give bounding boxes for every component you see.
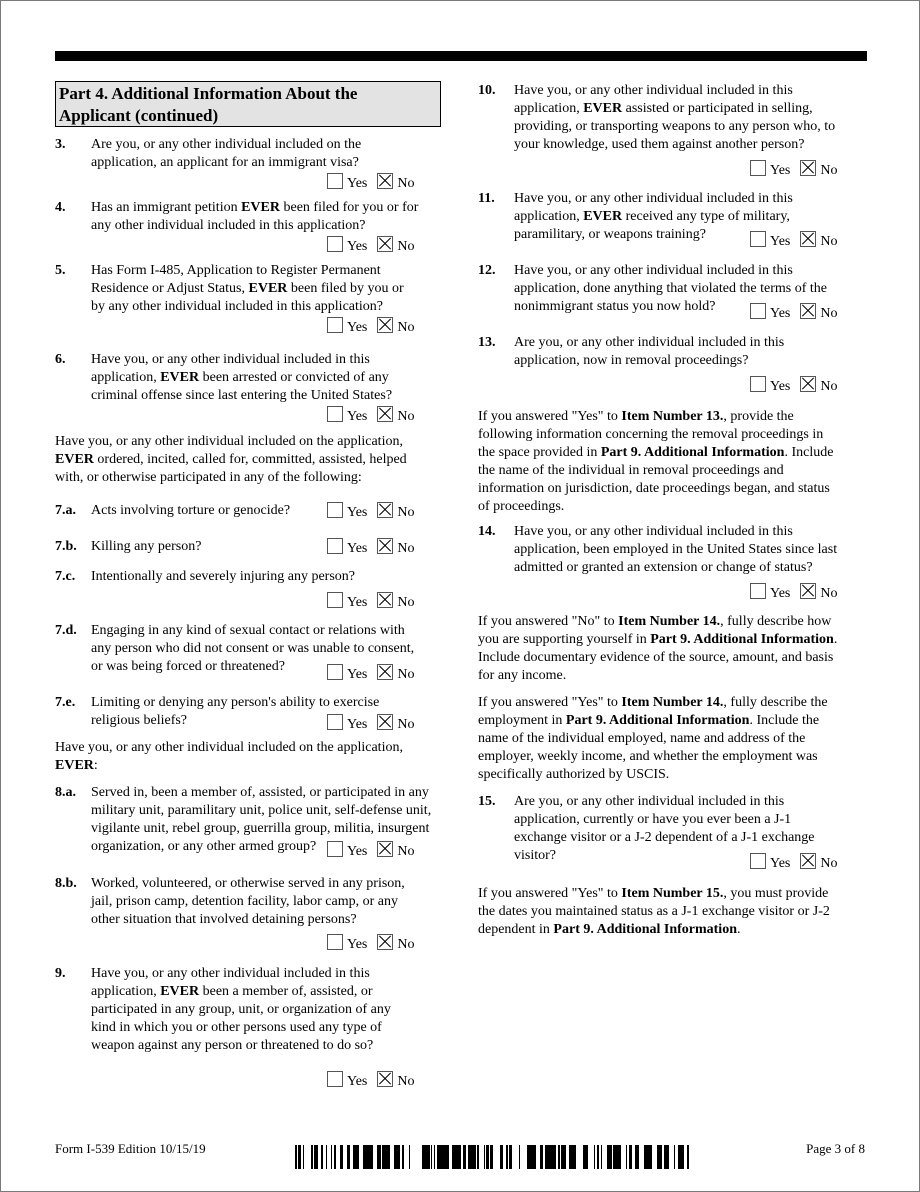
instructions-item-15: If you answered "Yes" to Item Number 15., you must provide the dates you maintained status as a J-1 exchange visitor or J-2 dependent in Part 9. Additional Information.	[478, 886, 830, 937]
no-label: No	[397, 320, 415, 335]
yes-label: Yes	[347, 239, 368, 254]
yes-no-options	[327, 173, 415, 193]
no-label: No	[820, 856, 838, 871]
question-number: 7.e.	[55, 695, 76, 710]
yes-label: Yes	[347, 409, 368, 424]
no-checkbox[interactable]	[377, 538, 393, 554]
yes-label: Yes	[770, 586, 791, 601]
top-rule	[55, 51, 867, 61]
yes-checkbox[interactable]	[327, 236, 343, 252]
question-number: 6.	[55, 352, 66, 367]
yes-checkbox[interactable]	[327, 664, 343, 680]
question-text: Engaging in any kind of sexual contact or relations with any person who did not consent or was unable to consent, or was being forced or threatened?	[91, 623, 415, 674]
question-text: Have you, or any other individual included in this application, EVER received any type of military, paramilitary, or weapons training?	[514, 191, 793, 242]
no-checkbox[interactable]	[800, 583, 816, 599]
yes-checkbox[interactable]	[327, 173, 343, 189]
yes-checkbox[interactable]	[327, 934, 343, 950]
yes-no-options	[327, 714, 415, 734]
question-text: Have you, or any other individual included in this application, done anything that violated the terms of the nonimmigrant status you now hold?	[514, 263, 827, 314]
yes-no-options	[327, 406, 415, 426]
question-number: 7.d.	[55, 623, 77, 638]
no-checkbox[interactable]	[800, 376, 816, 392]
question-number: 13.	[478, 335, 496, 350]
question-text: Have you, or any other individual included in this application, EVER been a member of, assisted, or participated in any group, unit, or organization of any kind in which you or other persons used any type of weapon against any person or threatened to do so?	[91, 966, 391, 1053]
no-label: No	[820, 234, 838, 249]
no-label: No	[397, 239, 415, 254]
no-checkbox[interactable]	[377, 841, 393, 857]
yes-checkbox[interactable]	[327, 841, 343, 857]
yes-no-options	[750, 853, 838, 873]
question-text: Limiting or denying any person's ability to exercise religious beliefs?	[91, 695, 380, 728]
yes-no-options	[327, 317, 415, 337]
yes-no-options	[327, 236, 415, 256]
no-checkbox[interactable]	[800, 853, 816, 869]
yes-label: Yes	[347, 844, 368, 859]
question-number: 9.	[55, 966, 66, 981]
question-text: Worked, volunteered, or otherwise served in any prison, jail, prison camp, detention facility, labor camp, or any other situation that involved detaining persons?	[91, 876, 405, 927]
no-label: No	[397, 409, 415, 424]
question-number: 7.c.	[55, 569, 76, 584]
yes-label: Yes	[770, 856, 791, 871]
yes-no-options	[750, 160, 838, 180]
intro-question-7: Have you, or any other individual included on the application, EVER ordered, incited, called for, committed, assisted, helped with, or otherwise participated in any of the following:	[55, 434, 407, 485]
yes-label: Yes	[347, 1074, 368, 1089]
yes-no-options	[327, 538, 415, 558]
yes-checkbox[interactable]	[750, 583, 766, 599]
page-number: Page 3 of 8	[806, 1141, 865, 1156]
yes-label: Yes	[347, 541, 368, 556]
yes-label: Yes	[770, 306, 791, 321]
no-label: No	[820, 586, 838, 601]
question-text: Served in, been a member of, assisted, or participated in any military unit, paramilitary unit, police unit, self-defense unit, vigilante unit, rebel group, guerrilla group, militia, insurgent organization, or any other armed group?	[91, 785, 432, 854]
no-checkbox[interactable]	[377, 1071, 393, 1087]
question-text: Are you, or any other individual included in this application, now in removal proceedings?	[514, 335, 785, 368]
question-number: 8.b.	[55, 876, 77, 891]
form-edition: Form I-539 Edition 10/15/19	[55, 1141, 206, 1156]
no-label: No	[397, 541, 415, 556]
yes-checkbox[interactable]	[750, 853, 766, 869]
yes-checkbox[interactable]	[327, 714, 343, 730]
yes-checkbox[interactable]	[750, 160, 766, 176]
yes-checkbox[interactable]	[327, 317, 343, 333]
no-label: No	[397, 937, 415, 952]
question-number: 14.	[478, 524, 496, 539]
no-checkbox[interactable]	[377, 406, 393, 422]
question-number: 11.	[478, 191, 495, 206]
yes-checkbox[interactable]	[750, 376, 766, 392]
yes-no-options	[327, 502, 415, 522]
yes-checkbox[interactable]	[327, 502, 343, 518]
yes-checkbox[interactable]	[327, 1071, 343, 1087]
yes-no-options	[750, 303, 838, 323]
no-checkbox[interactable]	[377, 592, 393, 608]
question-text: Have you, or any other individual included in this application, been employed in the United States since last admitted or granted an extension or change of status?	[514, 524, 838, 575]
yes-label: Yes	[347, 937, 368, 952]
yes-no-options	[327, 1071, 415, 1091]
intro-question-8: Have you, or any other individual included on the application, EVER:	[55, 740, 403, 773]
yes-checkbox[interactable]	[750, 231, 766, 247]
no-label: No	[820, 379, 838, 394]
question-number: 7.a.	[55, 503, 76, 518]
question-number: 12.	[478, 263, 496, 278]
question-text: Are you, or any other individual included on the application, an applicant for an immigrant visa?	[91, 137, 362, 170]
yes-checkbox[interactable]	[327, 538, 343, 554]
no-label: No	[397, 1074, 415, 1089]
no-label: No	[820, 163, 838, 178]
no-checkbox[interactable]	[377, 714, 393, 730]
instructions-item-14-yes: If you answered "Yes" to Item Number 14., fully describe the employment in Part 9. Additional Information. Include the name of the individual employed, name and address of the employer, weekly income, and whether the employment was specifically authorized by USCIS.	[478, 695, 828, 782]
no-label: No	[397, 717, 415, 732]
instructions-item-14-no: If you answered "No" to Item Number 14., fully describe how you are supporting yourself in Part 9. Additional Information. Include documentary evidence of the source, amount, and basis for any income.	[478, 614, 838, 683]
yes-label: Yes	[347, 717, 368, 732]
yes-checkbox[interactable]	[327, 406, 343, 422]
instructions-item-13: If you answered "Yes" to Item Number 13., provide the following information concerning the removal proceedings in the space provided in Part 9. Additional Information. Include the name of the individual in removal proceedings and information on jurisdiction, date proceedings began, and status of proceedings.	[478, 409, 834, 514]
no-label: No	[397, 505, 415, 520]
yes-no-options	[327, 664, 415, 684]
no-checkbox[interactable]	[800, 231, 816, 247]
question-number: 15.	[478, 794, 496, 809]
question-text: Intentionally and severely injuring any person?	[91, 569, 355, 584]
question-number: 10.	[478, 83, 496, 98]
no-checkbox[interactable]	[377, 934, 393, 950]
section-title-line1: Part 4. Additional Information About the	[59, 84, 358, 103]
yes-no-options	[750, 376, 838, 396]
no-label: No	[397, 844, 415, 859]
yes-label: Yes	[770, 379, 791, 394]
question-text: Has Form I-485, Application to Register Permanent Residence or Adjust Status, EVER been filed by you or by any other individual included in this application?	[91, 263, 404, 314]
question-number: 3.	[55, 137, 66, 152]
yes-label: Yes	[347, 505, 368, 520]
yes-no-options	[327, 841, 415, 861]
no-label: No	[397, 595, 415, 610]
yes-no-options	[750, 231, 838, 251]
no-checkbox[interactable]	[800, 160, 816, 176]
question-text: Have you, or any other individual included in this application, EVER been arrested or convicted of any criminal offense since last entering the United States?	[91, 352, 393, 403]
no-checkbox[interactable]	[377, 317, 393, 333]
yes-label: Yes	[347, 595, 368, 610]
question-text: Are you, or any other individual included in this application, currently or have you ever been a J-1 exchange visitor or a J-2 dependent of a J-1 exchange visitor?	[514, 794, 815, 863]
question-text: Have you, or any other individual included in this application, EVER assisted or participated in selling, providing, or transporting weapons to any person who, to your knowledge, used them against another person?	[514, 83, 836, 152]
no-label: No	[397, 667, 415, 682]
yes-label: Yes	[770, 234, 791, 249]
barcode-image	[295, 1145, 689, 1169]
question-text: Killing any person?	[91, 539, 202, 554]
yes-label: Yes	[347, 320, 368, 335]
question-text: Has an immigrant petition EVER been filed for you or for any other individual included in this application?	[91, 200, 419, 233]
question-number: 7.b.	[55, 539, 77, 554]
question-number: 8.a.	[55, 785, 76, 800]
yes-checkbox[interactable]	[327, 592, 343, 608]
yes-label: Yes	[347, 667, 368, 682]
no-checkbox[interactable]	[377, 664, 393, 680]
yes-label: Yes	[347, 176, 368, 191]
no-label: No	[820, 306, 838, 321]
yes-no-options	[750, 583, 838, 603]
no-checkbox[interactable]	[377, 502, 393, 518]
yes-no-options	[327, 934, 415, 954]
section-title-line2: Applicant (continued)	[59, 106, 219, 125]
question-number: 5.	[55, 263, 66, 278]
no-checkbox[interactable]	[377, 236, 393, 252]
question-number: 4.	[55, 200, 66, 215]
no-label: No	[397, 176, 415, 191]
yes-label: Yes	[770, 163, 791, 178]
no-checkbox[interactable]	[377, 173, 393, 189]
yes-checkbox[interactable]	[750, 303, 766, 319]
yes-no-options	[327, 592, 415, 612]
question-text: Acts involving torture or genocide?	[91, 503, 291, 518]
no-checkbox[interactable]	[800, 303, 816, 319]
section-header	[55, 81, 441, 127]
